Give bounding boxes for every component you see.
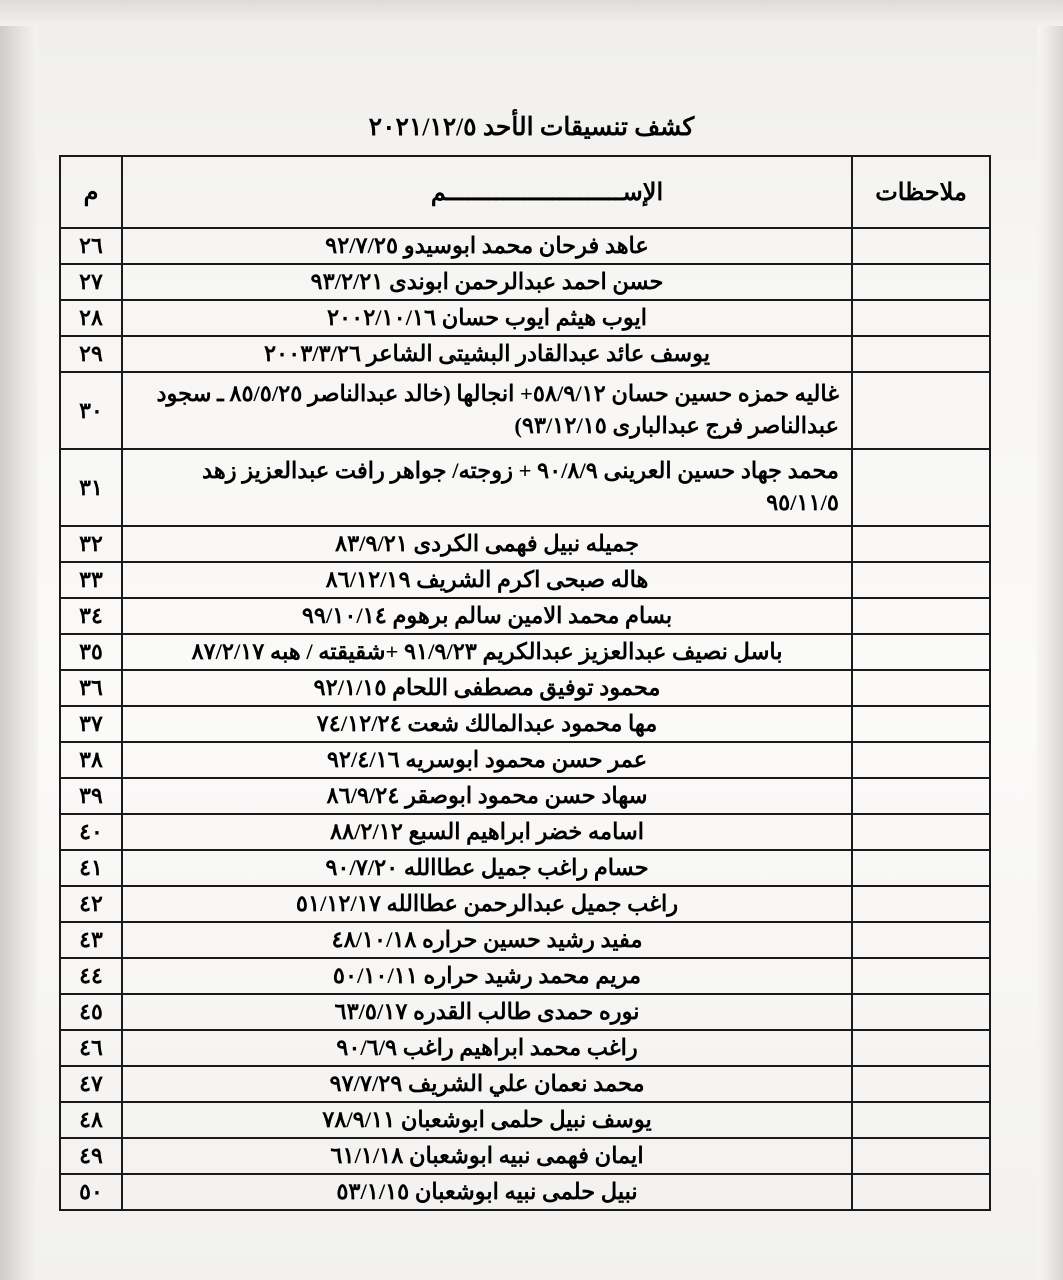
cell-notes [852, 336, 990, 372]
table-row [60, 372, 990, 449]
cell-name: عمر حسن محمود ابوسريه ٩٢/٤/١٦ [122, 742, 852, 778]
table-row [60, 449, 990, 526]
cell-notes [852, 706, 990, 742]
cell-name: يوسف نبيل حلمى ابوشعبان ٧٨/٩/١١ [122, 1102, 852, 1138]
column-header-name-label: الإســـــــــــــــــــــــــم [430, 179, 664, 206]
cell-name: نبيل حلمى نبيه ابوشعبان ٥٣/١/١٥ [122, 1174, 852, 1210]
page-edge-top [0, 0, 1063, 26]
page-edge-left [0, 0, 38, 1280]
column-header-name [122, 156, 852, 228]
table-row [60, 336, 990, 372]
cell-name: راغب محمد ابراهيم راغب ٩٠/٦/٩ [122, 1030, 852, 1066]
cell-notes [852, 1138, 990, 1174]
table-row [60, 814, 990, 850]
cell-number: ٢٨ [60, 300, 122, 336]
cell-number: ٣٢ [60, 526, 122, 562]
cell-name: غاليه حمزه حسين حسان ٥٨/٩/١٢+ انجالها (خالد عبدالناصر ٨٥/٥/٢٥ ـ سجود عبدالناصر فرج عبدالبارى ٩٣/١٢/١٥) [122, 372, 852, 449]
cell-notes [852, 1174, 990, 1210]
cell-name: مفيد رشيد حسين حراره ٤٨/١٠/١٨ [122, 922, 852, 958]
table-row [60, 562, 990, 598]
cell-number: ٣٨ [60, 742, 122, 778]
table-row [60, 1066, 990, 1102]
column-header-number: م [60, 156, 122, 228]
cell-notes [852, 1066, 990, 1102]
table-body [60, 228, 990, 1210]
cell-number: ٣٩ [60, 778, 122, 814]
table-row [60, 850, 990, 886]
cell-notes [852, 228, 990, 264]
cell-number: ٣٠ [60, 372, 122, 449]
column-header-notes: ملاحظات [852, 156, 990, 228]
table-row [60, 634, 990, 670]
cell-number: ٤٦ [60, 1030, 122, 1066]
cell-notes [852, 634, 990, 670]
cell-notes [852, 994, 990, 1030]
table-row [60, 958, 990, 994]
cell-notes [852, 814, 990, 850]
table-row [60, 598, 990, 634]
page-title: كشف تنسيقات الأحد ٢٠٢١/١٢/٥ [368, 114, 695, 141]
page-edge-right [1037, 0, 1063, 1280]
table-row [60, 1174, 990, 1210]
cell-notes [852, 958, 990, 994]
cell-notes [852, 562, 990, 598]
cell-name: اسامه خضر ابراهيم السبع ٨٨/٢/١٢ [122, 814, 852, 850]
table-row [60, 886, 990, 922]
cell-number: ٤٠ [60, 814, 122, 850]
cell-notes [852, 1102, 990, 1138]
cell-number: ٥٠ [60, 1174, 122, 1210]
table-header-row [60, 156, 990, 228]
cell-notes [852, 300, 990, 336]
table-row [60, 228, 990, 264]
cell-notes [852, 850, 990, 886]
cell-notes [852, 670, 990, 706]
table-head [60, 156, 990, 228]
cell-notes [852, 372, 990, 449]
cell-notes [852, 886, 990, 922]
table-row [60, 778, 990, 814]
cell-notes [852, 742, 990, 778]
cell-name: ايمان فهمى نبيه ابوشعبان ٦١/١/١٨ [122, 1138, 852, 1174]
cell-name: نوره حمدى طالب القدره ٦٣/٥/١٧ [122, 994, 852, 1030]
cell-number: ٤٢ [60, 886, 122, 922]
table-row [60, 1102, 990, 1138]
cell-number: ٤١ [60, 850, 122, 886]
cell-number: ٣٧ [60, 706, 122, 742]
cell-name: مريم محمد رشيد حراره ٥٠/١٠/١١ [122, 958, 852, 994]
cell-notes [852, 778, 990, 814]
table-row [60, 922, 990, 958]
cell-name: ايوب هيثم ايوب حسان ٢٠٠٢/١٠/١٦ [122, 300, 852, 336]
cell-name: باسل نصيف عبدالعزيز عبدالكريم ٩١/٩/٢٣ +شقيقته / هبه ٨٧/٢/١٧ [122, 634, 852, 670]
table-row [60, 1030, 990, 1066]
cell-number: ٣٣ [60, 562, 122, 598]
cell-notes [852, 1030, 990, 1066]
cell-name: يوسف عائد عبدالقادر البشيتى الشاعر ٢٠٠٣/٣/٢٦ [122, 336, 852, 372]
cell-number: ٢٧ [60, 264, 122, 300]
cell-name: راغب جميل عبدالرحمن عطاالله ٥١/١٢/١٧ [122, 886, 852, 922]
table-row [60, 264, 990, 300]
cell-number: ٤٩ [60, 1138, 122, 1174]
cell-name: سهاد حسن محمود ابوصقر ٨٦/٩/٢٤ [122, 778, 852, 814]
cell-number: ٤٤ [60, 958, 122, 994]
table-row [60, 526, 990, 562]
table-row [60, 1138, 990, 1174]
cell-notes [852, 264, 990, 300]
cell-name: حسام راغب جميل عطاالله ٩٠/٧/٢٠ [122, 850, 852, 886]
cell-number: ٤٧ [60, 1066, 122, 1102]
cell-name: محمود توفيق مصطفى اللحام ٩٢/١/١٥ [122, 670, 852, 706]
cell-number: ٣٦ [60, 670, 122, 706]
cell-name: مها محمود عبدالمالك شعت ٧٤/١٢/٢٤ [122, 706, 852, 742]
cell-name: حسن احمد عبدالرحمن ابوندى ٩٣/٢/٢١ [122, 264, 852, 300]
cell-name: هاله صبحى اكرم الشريف ٨٦/١٢/١٩ [122, 562, 852, 598]
table-row [60, 300, 990, 336]
cell-number: ٣٤ [60, 598, 122, 634]
table-row [60, 670, 990, 706]
cell-name: عاهد فرحان محمد ابوسيدو ٩٢/٧/٢٥ [122, 228, 852, 264]
cell-name: بسام محمد الامين سالم برهوم ٩٩/١٠/١٤ [122, 598, 852, 634]
cell-notes [852, 598, 990, 634]
cell-number: ٢٩ [60, 336, 122, 372]
coordinations-table [59, 155, 991, 1211]
cell-number: ٤٣ [60, 922, 122, 958]
cell-name: محمد جهاد حسين العرينى ٩٠/٨/٩ + زوجته/ جواهر رافت عبدالعزيز زهد ٩٥/١١/٥ [122, 449, 852, 526]
table-row [60, 706, 990, 742]
cell-number: ٣١ [60, 449, 122, 526]
cell-number: ٤٥ [60, 994, 122, 1030]
cell-number: ٤٨ [60, 1102, 122, 1138]
cell-notes [852, 526, 990, 562]
table-row [60, 994, 990, 1030]
cell-number: ٢٦ [60, 228, 122, 264]
cell-notes [852, 449, 990, 526]
cell-name: محمد نعمان علي الشريف ٩٧/٧/٢٩ [122, 1066, 852, 1102]
table-row [60, 742, 990, 778]
cell-notes [852, 922, 990, 958]
cell-number: ٣٥ [60, 634, 122, 670]
cell-name: جميله نبيل فهمى الكردى ٨٣/٩/٢١ [122, 526, 852, 562]
